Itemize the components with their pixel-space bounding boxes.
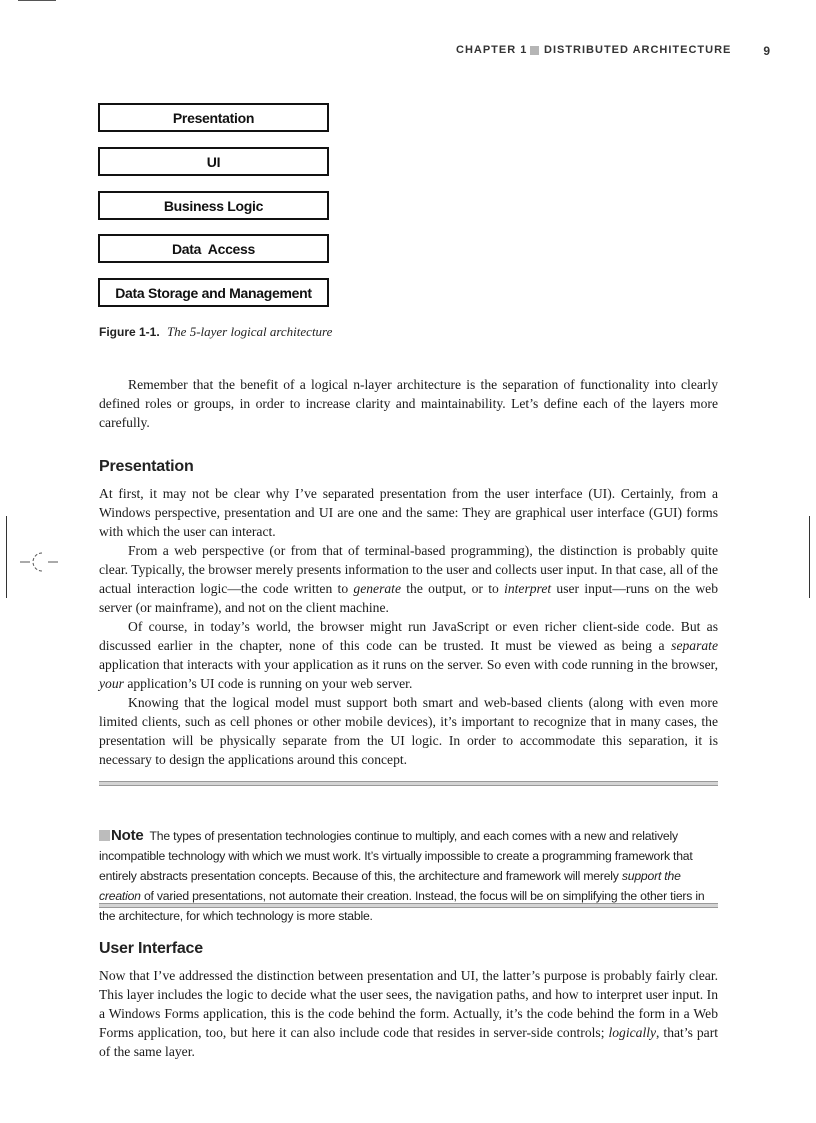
layer-box-data-storage: Data Storage and Management (98, 278, 329, 307)
layer-box-business-logic: Business Logic (98, 191, 329, 220)
square-bullet-icon (530, 46, 539, 55)
layer-box-ui: UI (98, 147, 329, 176)
note-label: Note (111, 827, 144, 844)
presentation-paragraph-4: Knowing that the logical model must support both smart and web-based clients (along with even more limited clients, such as cell phones or other mobile devices), it’s important to recognize that in many cases, the presentation will be physically separate from the UI logic. In order to accommodate this separation, it is necessary to design the applications around this concept. (99, 695, 718, 767)
note-square-icon (99, 830, 110, 841)
figure-caption-text: The 5-layer logical architecture (166, 324, 333, 339)
presentation-paragraph-1: At first, it may not be clear why I’ve separated presentation from the user interface (UI). Certainly, from a Windows perspective, presentation and UI are one and the same: They are graphical user interface (GUI) forms with which the user can interact. (99, 486, 718, 539)
running-head-title: DISTRIBUTED ARCHITECTURE (544, 44, 732, 56)
intro-paragraph-block (99, 375, 718, 432)
registration-mark-icon (20, 550, 60, 574)
section-heading-user-interface: User Interface (99, 940, 203, 957)
page-number: 9 (763, 44, 770, 58)
running-head-chapter: CHAPTER 1 (456, 44, 528, 56)
presentation-section-body (99, 484, 718, 769)
presentation-paragraph-3: Of course, in today’s world, the browser might run JavaScript or even richer client-side code. But as discussed earlier in the chapter, none of this code can be trusted. It must be viewed as being a separate application that interacts with your application as it runs on the server. So even with code running in the browser, your application’s UI code is running on your web server. (99, 619, 718, 691)
ui-section-body (99, 966, 718, 1061)
running-head (456, 44, 776, 58)
layer-box-data-access: Data Access (98, 234, 329, 263)
layer-box-presentation: Presentation (98, 103, 329, 132)
note-bottom-rule (99, 903, 718, 908)
binder-mark-right (809, 516, 810, 598)
intro-paragraph: Remember that the benefit of a logical n-layer architecture is the separation of functionality into clearly defined roles or groups, in order to increase clarity and maintainability. Let’s define each of the layers more carefully. (99, 377, 718, 430)
crop-mark-top (18, 0, 56, 1)
note-top-rule (99, 781, 718, 786)
binder-mark-left (6, 516, 7, 598)
ui-paragraph-1: Now that I’ve addressed the distinction between presentation and UI, the latter’s purpose is probably fairly clear. This layer includes the logic to decide what the user sees, the navigation paths, and how to interpret user input. In a Windows Forms application, this is the code behind the form. Actually, it’s the code behind the form in a Web Forms application, too, but here it can also include code that resides in server-side controls; logically, that’s part of the same layer. (99, 968, 718, 1059)
figure-caption-label: Figure 1-1. (99, 325, 160, 339)
presentation-paragraph-2: From a web perspective (or from that of terminal-based programming), the distinction is probably quite clear. Typically, the browser merely presents information to the user and collects user input. In that case, all of the actual interaction logic—the code written to generate the output, or to interpret user input—runs on the web server (or mainframe), and not on the client machine. (99, 543, 719, 615)
section-heading-presentation: Presentation (99, 458, 194, 475)
note-box: Note The types of presentation technologies continue to multiply, and each comes with a new and relatively incompatible technology with which we must work. It’s virtually impossible to create a programming framework that entirely abstracts presentation concepts. Because of this, the architecture and framework will merely support the creation of varied presentations, not automate their creation. Instead, the focus will be on simplifying the other tiers in the architecture, for which technology is more stable. (99, 827, 705, 923)
figure-caption (99, 324, 332, 340)
